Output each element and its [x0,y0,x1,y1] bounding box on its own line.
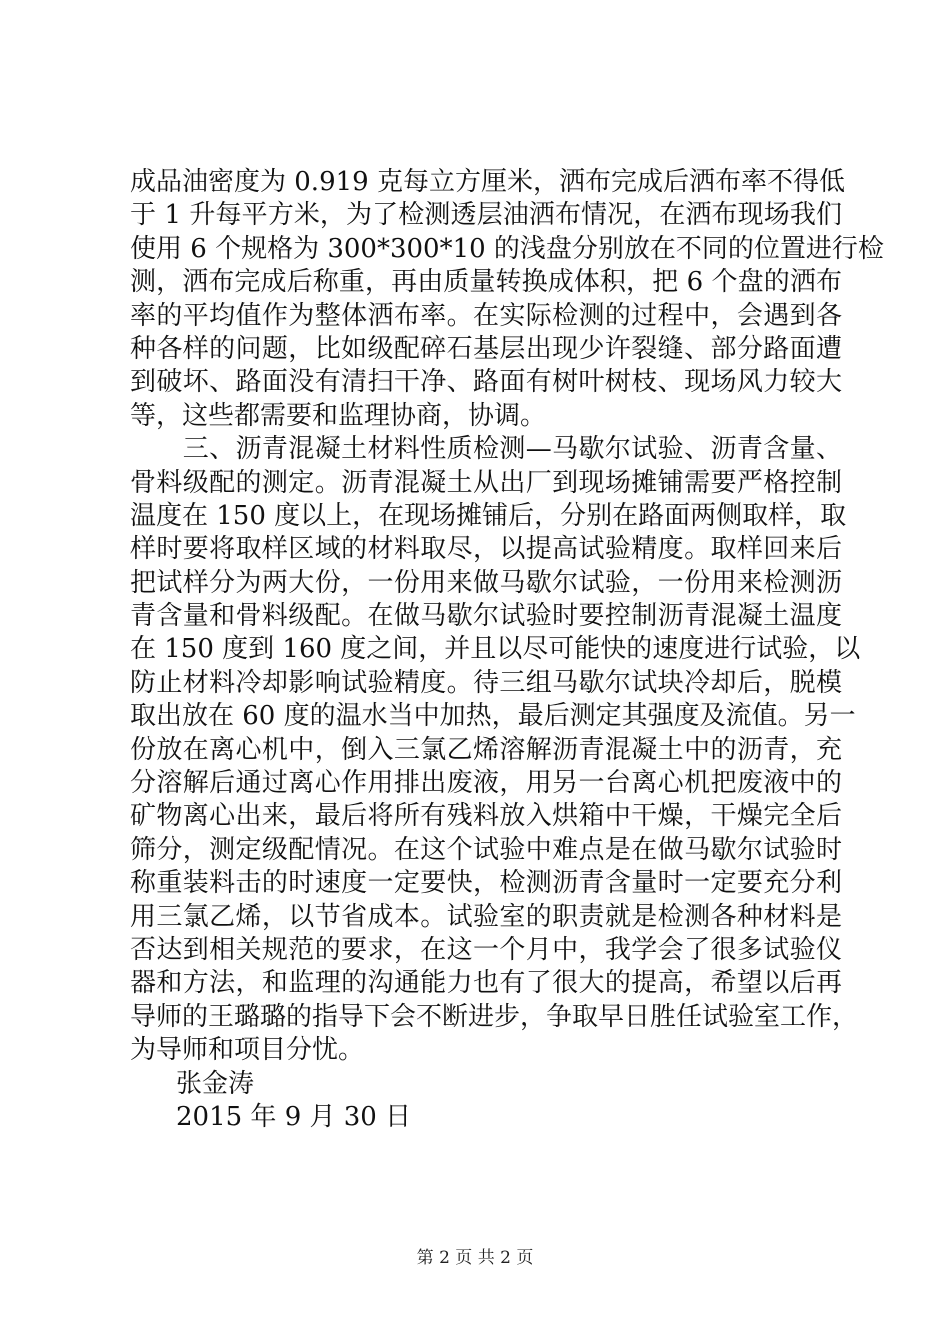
body-line: 矿物离心出来，最后将所有残料放入烘箱中干燥，干燥完全后 [130,801,842,832]
body-line: 率的平均值作为整体洒布率。在实际检测的过程中，会遇到各 [130,300,842,331]
body-line: 于 1 升每平方米，为了检测透层油洒布情况，在洒布现场我们 [130,200,842,231]
body-line: 青含量和骨料级配。在做马歇尔试验时要控制沥青混凝土温度 [130,601,842,632]
body-line: 等，这些都需要和监理协商，协调。 [130,400,547,431]
body-line: 测，洒布完成后称重，再由质量转换成体积，把 6 个盘的洒布 [130,267,842,298]
body-line: 防止材料冷却影响试验精度。待三组马歇尔试块冷却后，脱模 [130,667,842,698]
body-line: 称重装料击的时速度一定要快，检测沥青含量时一定要充分利 [130,868,842,899]
body-line: 取出放在 60 度的温水当中加热，最后测定其强度及流值。另一 [130,701,856,732]
body-line: 在 150 度到 160 度之间，并且以尽可能快的速度进行试验，以 [130,634,861,665]
body-line: 为导师和项目分忧。 [130,1035,365,1066]
body-line: 到破坏、路面没有清扫干净、路面有树叶树枝、现场风力较大 [130,367,842,398]
signature-date: 2015 年 9 月 30 日 [176,1101,412,1132]
section-heading-line: 三、沥青混凝土材料性质检测—马歇尔试验、沥青含量、 [130,434,842,465]
body-line: 骨料级配的测定。沥青混凝土从出厂到现场摊铺需要严格控制 [130,467,842,498]
body-line: 分溶解后通过离心作用排出废液，用另一台离心机把废液中的 [130,768,842,799]
body-line: 否达到相关规范的要求，在这一个月中，我学会了很多试验仪 [130,934,842,965]
body-line: 份放在离心机中，倒入三氯乙烯溶解沥青混凝土中的沥青，充 [130,734,842,765]
body-line: 样时要将取样区域的材料取尽，以提高试验精度。取样回来后 [130,534,842,565]
signature-name: 张金涛 [176,1068,255,1099]
body-line: 器和方法，和监理的沟通能力也有了很大的提高，希望以后再 [130,968,842,999]
body-line: 筛分，测定级配情况。在这个试验中难点是在做马歇尔试验时 [130,834,842,865]
body-line: 导师的王璐璐的指导下会不断进步，争取早日胜任试验室工作， [130,1001,859,1032]
document-body [130,166,884,1134]
body-line: 使用 6 个规格为 300*300*10 的浅盘分别放在不同的位置进行检 [130,233,884,264]
body-line: 成品油密度为 0.919 克每立方厘米，洒布完成后洒布率不得低 [130,167,845,197]
body-line: 种各样的问题，比如级配碎石基层出现少许裂缝、部分路面遭 [130,333,842,364]
body-line: 用三氯乙烯，以节省成本。试验室的职责就是检测各种材料是 [130,901,842,932]
page-footer: 第 2 页 共 2 页 [416,1248,534,1268]
body-line: 把试样分为两大份，一份用来做马歇尔试验，一份用来检测沥 [130,567,842,598]
body-line: 温度在 150 度以上，在现场摊铺后，分别在路面两侧取样，取 [130,500,847,531]
